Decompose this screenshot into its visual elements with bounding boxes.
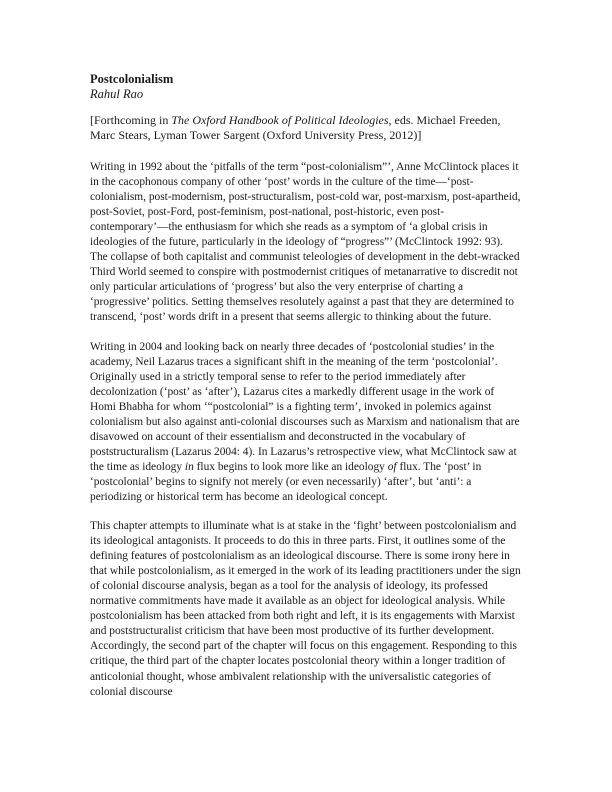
paragraph-2-emphasis-in: in (184, 460, 194, 473)
note-book-title: The Oxford Handbook of Political Ideologies (171, 113, 389, 127)
document-page (90, 72, 522, 714)
publication-note (90, 113, 522, 143)
paragraph-2-emphasis-of: of (387, 460, 397, 473)
paragraph-2 (90, 340, 522, 506)
paragraph-2-part-3: flux. The ‘post’ in ‘postcolonial’ begins to signify not merely (or even necessarily) ‘after’, but ‘anti’: a periodizing or historical term has become an ideological concept. (90, 460, 482, 503)
note-suffix: , eds. Michael Freeden, Marc Stears, Lyman Tower Sargent (Oxford University Press, 2012)] (90, 113, 501, 142)
paragraph-3: This chapter attempts to illuminate what is at stake in the ‘fight’ between postcolonialism and its ideological antagonists. It proceeds to do this in three parts. First, it outlines some of the defining features of postcolonialism as an ideological discourse. There is some irony here in that while postcolonialism, as it emerged in the work of its leading practitioners under the sign of colonial discourse analysis, began as a tool for the analysis of ideology, its professed normative commitments have made it available as an object for ideological analysis. While postcolonialism has been attacked from both right and left, it is its engagements with Marxist and poststructuralist criticism that have been most productive of its further development. Accordingly, the second part of the chapter will focus on this engagement. Responding to this critique, the third part of the chapter locates postcolonial theory within a longer tradition of anticolonial thought, whose ambivalent relationship with the universalistic categories of colonial discourse (90, 520, 521, 698)
note-prefix: [Forthcoming in (90, 113, 172, 127)
document-author: Rahul Rao (90, 87, 144, 101)
document-title: Postcolonialism (90, 72, 174, 86)
paragraph-2-part-2: flux begins to look more like an ideology (193, 460, 388, 473)
paragraph-1: Writing in 1992 about the ‘pitfalls of the term “post-colonialism”’, Anne McClintock places it in the cacophonous company of other ‘post’ words in the culture of the time—‘post-colonialism, post-modernism, post-structuralism, post-cold war, post-marxism, post-apartheid, post-Soviet, post-Ford, post-feminism, post-national, post-historic, even post-contemporary’—the enthusiasm for which she reads as a symptom of ‘a global crisis in ideologies of the future, particularly in the ideology of “progress”’ (McClintock 1992: 93). The collapse of both capitalist and communist teleologies of development in the debt-wracked Third World seemed to conspire with postmodernist critiques of metanarrative to discredit not only particular articulations of ‘progress’ but also the very enterprise of charting a ‘progressive’ politics. Setting themselves resolutely against a past that they are determined to transcend, ‘post’ words drift in a present that seems allergic to thinking about the future. (90, 161, 521, 324)
paragraph-2-part-1: Writing in 2004 and looking back on nearly three decades of ‘postcolonial studies’ in the academy, Neil Lazarus traces a significant shift in the meaning of the term ‘postcolonial’. Originally used in a strictly temporal sense to refer to the period immediately after decolonization (‘post’ as ‘after’), Lazarus cites a markedly different usage in the work of Homi Bhabha for whom ‘“postcolonial” is a fighting term’, invoked in polemics against colonialism but also against anti-colonial discourses such as Marxism and nationalism that are disavowed on account of their essentialism and deconstructed in the vocabulary of poststructuralism (Lazarus 2004: 4). In Lazarus’s retrospective view, what McClintock saw at the time as ideology (90, 340, 520, 473)
